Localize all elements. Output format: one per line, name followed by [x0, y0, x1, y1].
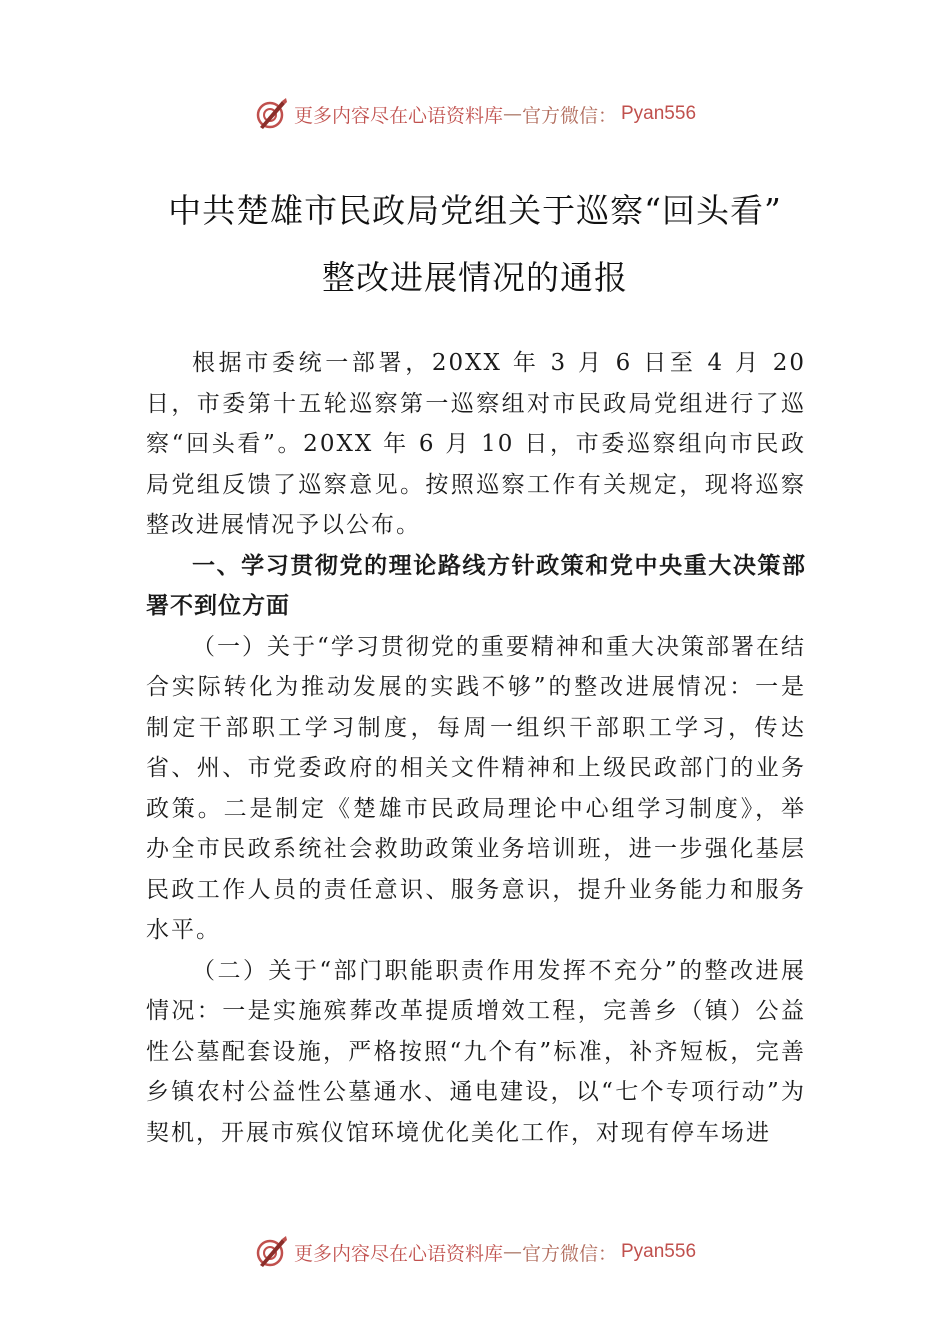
wechat-id: Pyan556 [621, 103, 697, 124]
watermark-banner-top [0, 94, 950, 134]
wechat-label: 官方微信： [521, 104, 617, 127]
wechat-id: Pyan556 [621, 1241, 697, 1262]
document-title-line1: 中共楚雄市民政局党组关于巡察“回头看” [168, 191, 782, 230]
section-heading: 一、学习贯彻党的理论路线方针政策和党中央重大决策部署不到位方面 [146, 552, 806, 619]
item-paragraph-2: （二）关于“部门职能职责作用发挥不充分”的整改进展情况：一是实施殡葬改革提质增效工程，完善乡（镇）公益性公墓配套设施，严格按照“九个有”标准，补齐短板，完善乡镇农村公益性公墓通水、通电建设，以“七个专项行动”为契机，开展市殡仪馆环境优化美化工作，对现有停车场进 [146, 957, 806, 1146]
watermark-text: 更多内容尽在心语资料库 [293, 104, 503, 127]
watermark-separator: — [502, 103, 522, 125]
pen-logo-icon [254, 97, 288, 131]
item-paragraph-1: （一）关于“学习贯彻党的重要精神和重大决策部署在结合实际转化为推动发展的实践不够”的整改进展情况：一是制定干部职工学习制度，每周一组织干部职工学习，传达省、州、市党委政府的相关文件精神和上级民政部门的业务政策。二是制定《楚雄市民政局理论中心组学习制度》，举办全市民政系统社会救助政策业务培训班，进一步强化基层民政工作人员的责任意识、服务意识，提升业务能力和服务水平。 [146, 633, 806, 943]
wechat-label: 官方微信： [521, 1242, 617, 1265]
intro-paragraph: 根据市委统一部署，20XX 年 3 月 6 日至 4 月 20 日，市委第十五轮巡察第一巡察组对市民政局党组进行了巡察“回头看”。20XX 年 6 月 10 日，市委巡察组向市民政局党组反馈了巡察意见。按照巡察工作有关规定，现将巡察整改进展情况予以公布。 [146, 350, 806, 538]
document-body [146, 343, 806, 1153]
pen-logo-icon [254, 1235, 288, 1269]
watermark-separator: — [502, 1241, 522, 1263]
document-title-line2: 整改进展情况的通报 [322, 258, 628, 297]
watermark-banner-bottom [0, 1232, 950, 1272]
watermark-text: 更多内容尽在心语资料库 [293, 1242, 503, 1265]
